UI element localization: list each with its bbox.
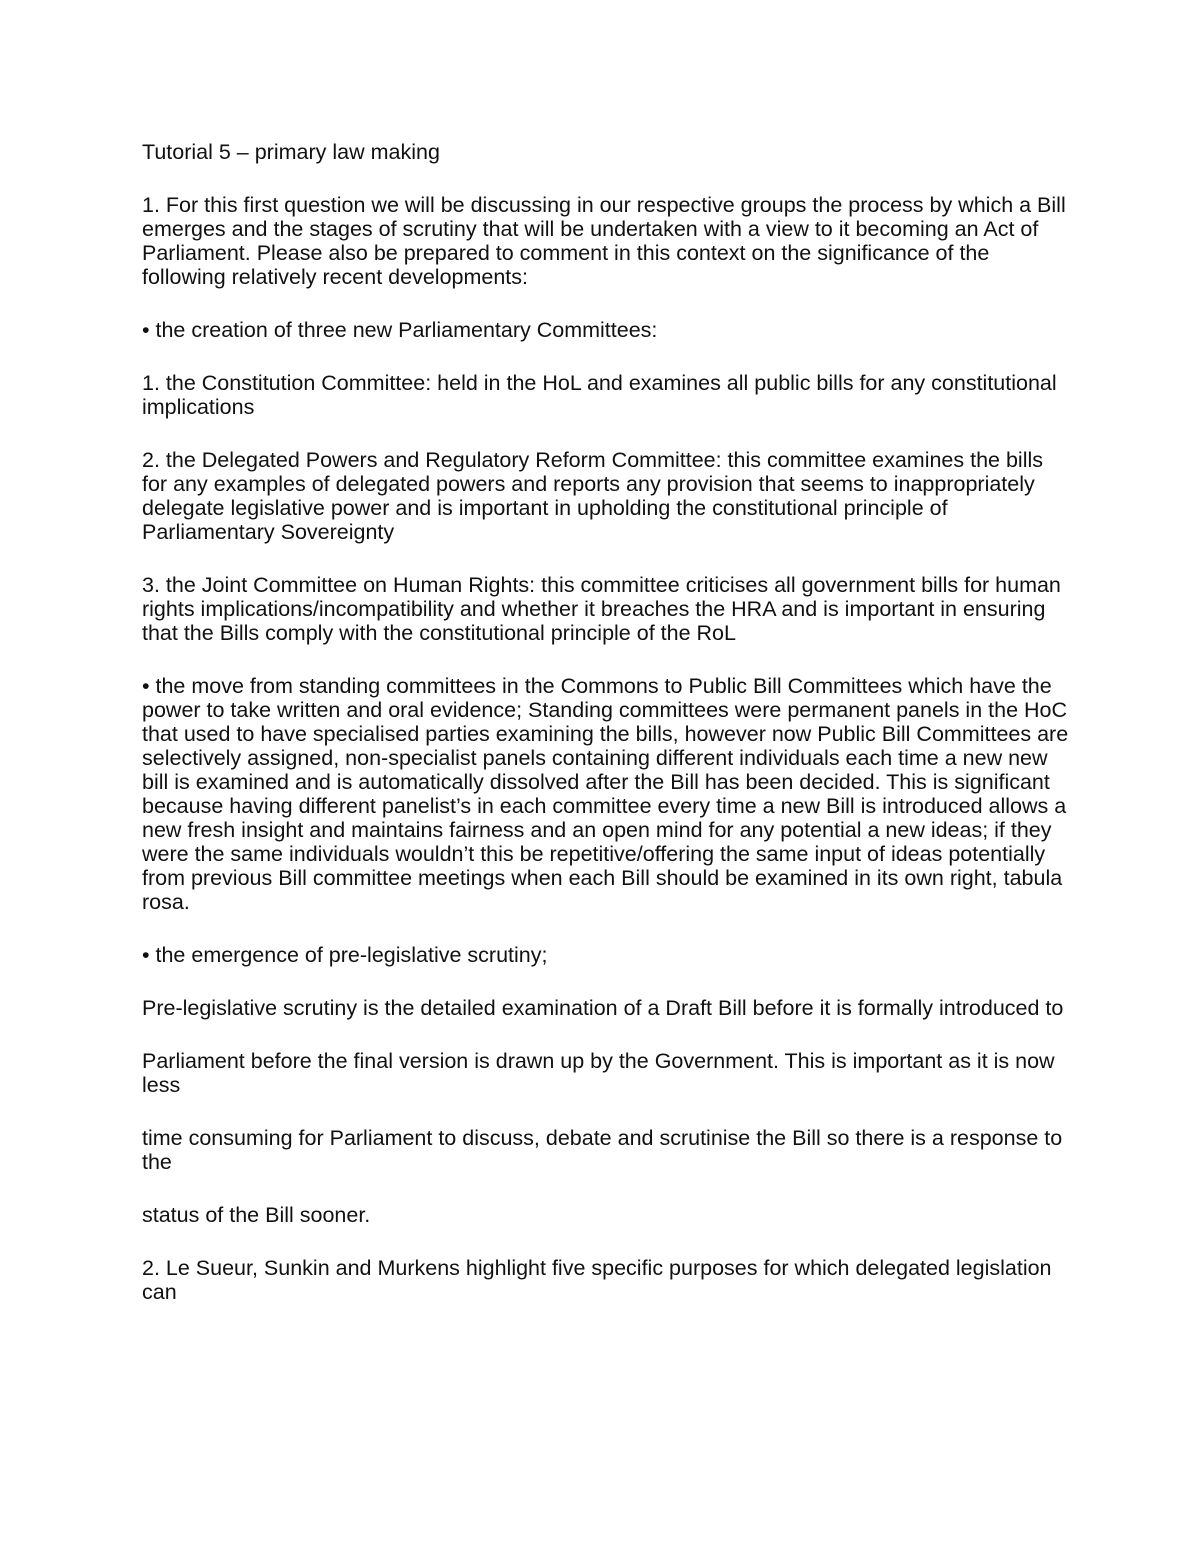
- paragraph-question-1: 1. For this first question we will be discussing in our respective groups the process by which a Bill emerges and the stages of scrutiny that will be undertaken with a view to it becoming an Act of Parliament. Please also be prepared to comment in this context on the significance of the following relatively recent developments:: [142, 193, 1066, 289]
- paragraph-human-rights-committee: 3. the Joint Committee on Human Rights: this committee criticises all government bills for human rights implications/incompatibility and whether it breaches the HRA and is important in ensuring that the Bills comply with the constitutional principle of the RoL: [142, 573, 1061, 645]
- paragraph-bullet-committees: • the creation of three new Parliamentary Committees:: [142, 318, 658, 342]
- paragraph-pre-legislative-1: Pre-legislative scrutiny is the detailed examination of a Draft Bill before it is formally introduced to: [142, 996, 1064, 1020]
- paragraph-public-bill-committees: • the move from standing committees in the Commons to Public Bill Committees which have the power to take written and oral evidence; Standing committees were permanent panels in the HoC that used to have specialised parties examining the bills, however now Public Bill Committees are selectively assigned, non-specialist panels containing different individuals each time a new new bill is examined and is automatically dissolved after the Bill has been decided. This is significant because having different panelist’s in each committee every time a new Bill is introduced allows a new fresh insight and maintains fairness and an open mind for any potential a new ideas; if they were the same individuals wouldn’t this be repetitive/offering the same input of ideas potentially from previous Bill committee meetings when each Bill should be examined in its own right, tabula rosa.: [142, 674, 1069, 914]
- paragraph-delegated-powers-committee: 2. the Delegated Powers and Regulatory Reform Committee: this committee examines the bills for any examples of delegated powers and reports any provision that seems to inappropriately delegate legislative power and is important in upholding the constitutional principle of Parliamentary Sovereignty: [142, 448, 1044, 544]
- document-title: Tutorial 5 – primary law making: [142, 140, 440, 164]
- paragraph-pre-legislative-2: Parliament before the final version is drawn up by the Government. This is important as it is now less: [142, 1049, 1055, 1097]
- paragraph-pre-legislative-4: status of the Bill sooner.: [142, 1203, 371, 1227]
- paragraph-constitution-committee: 1. the Constitution Committee: held in the HoL and examines all public bills for any constitutional implications: [142, 371, 1057, 419]
- paragraph-bullet-pre-legislative: • the emergence of pre-legislative scrutiny;: [142, 943, 548, 967]
- document-body: [142, 140, 1072, 1333]
- paragraph-question-2: 2. Le Sueur, Sunkin and Murkens highlight five specific purposes for which delegated legislation can: [142, 1256, 1052, 1304]
- paragraph-pre-legislative-3: time consuming for Parliament to discuss, debate and scrutinise the Bill so there is a response to the: [142, 1126, 1063, 1174]
